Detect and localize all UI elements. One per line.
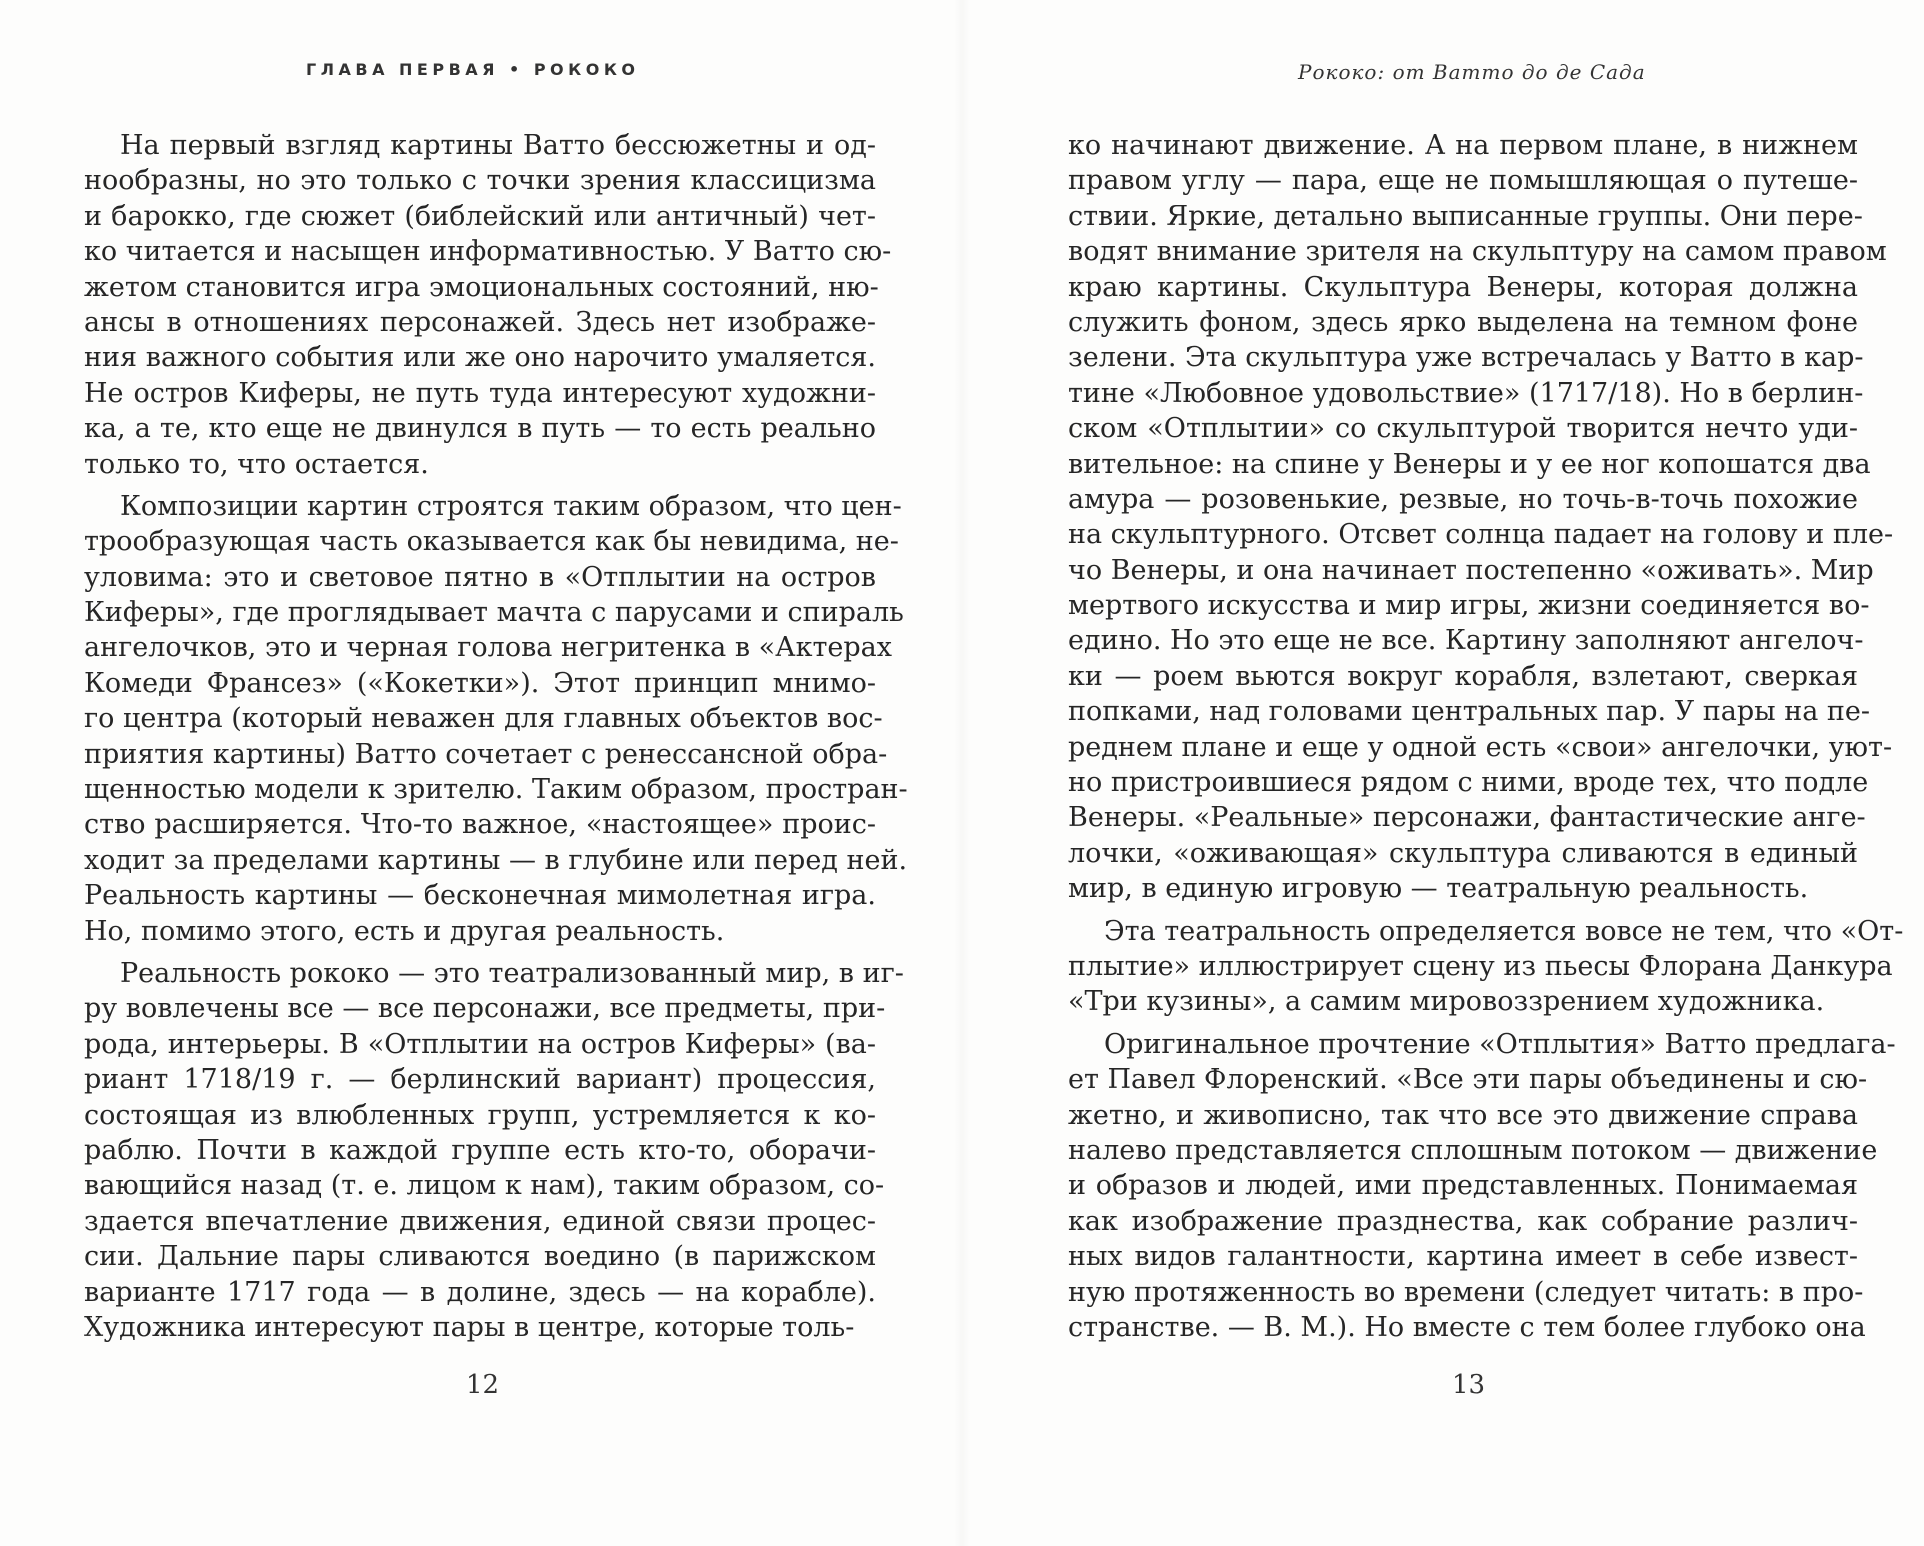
text-line: ки — роем вьются вокруг корабля, взлетают, сверкая (1068, 660, 1858, 692)
text-line: Эта театральность определяется вовсе не тем, что «От- (1104, 915, 1904, 947)
paragraph-gap (84, 949, 876, 956)
text-line: «Три кузины», а самим мировоззрением художника. (1068, 986, 1825, 1018)
running-head-right: Рококо: от Ватто до де Сада (1298, 60, 1646, 84)
text-line: краю картины. Скульптура Венеры, которая должна (1068, 271, 1858, 303)
paragraph-gap (1068, 907, 1858, 914)
page-number-right: 13 (1452, 1370, 1486, 1400)
text-line: тине «Любовное удовольствие» (1717/18). Но в берлин- (1068, 377, 1864, 409)
text-line: попками, над головами центральных пар. У пары на пе- (1068, 696, 1871, 728)
text-line: ет Павел Флоренский. «Все эти пары объединены и сю- (1068, 1064, 1868, 1096)
text-line: лочки, «оживающая» скульптура сливаются в единый (1068, 837, 1858, 869)
text-line: как изображение празднества, как собрание различ- (1068, 1205, 1858, 1237)
running-head-left: ГЛАВА ПЕРВАЯ • РОКОКО (306, 60, 640, 79)
paragraph (1068, 914, 1904, 1020)
text-line: и барокко, где сюжет (библейский или античный) чет- (84, 200, 876, 232)
text-line: ходит за пределами картины — в глубине или перед ней. (84, 844, 908, 876)
text-line: жетом становится игра эмоциональных состояний, ню- (84, 271, 879, 303)
text-line: ко начинают движение. А на первом плане, в нижнем (1068, 130, 1858, 161)
text-line: Оригинальное прочтение «Отплытия» Ватто предлага- (1104, 1028, 1896, 1060)
text-line: трообразующая часть оказывается как бы невидима, не- (84, 526, 899, 558)
text-line: приятия картины) Ватто сочетает с ренессансной обра- (84, 738, 888, 770)
text-line: ствии. Яркие, детально выписанные группы. Они пере- (1068, 200, 1863, 232)
text-line: правом углу — пара, еще не помышляющая о путеше- (1068, 165, 1858, 197)
text-line: ансы в отношениях персонажей. Здесь нет изображе- (84, 306, 876, 338)
text-line: амура — розовенькие, резвые, но точь-в-точь похожие (1068, 483, 1858, 515)
paragraph (84, 128, 892, 482)
text-line: реднем плане и еще у одной есть «свои» ангелочки, уют- (1068, 731, 1893, 763)
text-line: Киферы», где проглядывает мачта с парусами и спираль (84, 597, 904, 629)
text-line: ство расширяется. Что-то важное, «настоящее» проис- (84, 809, 876, 841)
text-line: Венеры. «Реальные» персонажи, фантастические анге- (1068, 802, 1866, 834)
text-line: Но, помимо этого, есть и другая реальность. (84, 915, 725, 947)
text-line: Реальность картины — бесконечная мимолетная игра. (84, 880, 876, 912)
text-line: едино. Но это еще не все. Картину заполняют ангелоч- (1068, 625, 1864, 657)
text-line: мертвого искусства и мир игры, жизни соединяется во- (1068, 590, 1870, 622)
text-line: Комеди Франсез» («Кокетки»). Этот принцип мнимо- (84, 667, 876, 699)
text-line: ру вовлечены все — все персонажи, все предметы, при- (84, 993, 886, 1025)
text-line: и образов и людей, ими представленных. Понимаемая (1068, 1170, 1858, 1202)
text-line: ко читается и насыщен информативностью. У Ватто сю- (84, 236, 892, 268)
text-line: ка, а те, кто еще не двинулся в путь — то есть реально (84, 413, 876, 445)
text-line: странстве. — В. М.). Но вместе с тем более глубоко она (1068, 1311, 1866, 1343)
paragraph (84, 489, 908, 949)
text-line: только то, что остается. (84, 448, 429, 480)
text-line: вительное: на спине у Венеры и у ее ног копошатся два (1068, 448, 1871, 480)
text-line: варианте 1717 года — в долине, здесь — на корабле). (84, 1276, 876, 1308)
text-line: здается впечатление движения, единой связи процес- (84, 1205, 876, 1237)
text-line: но пристроившиеся рядом с ними, вроде тех, что подле (1068, 767, 1869, 799)
text-line: ния важного события или же оно нарочито умаляется. (84, 342, 876, 374)
text-line: мир, в единую игровую — театральную реальность. (1068, 873, 1809, 905)
text-line: щенностью модели к зрителю. Таким образом, простран- (84, 774, 908, 806)
text-line: раблю. Почти в каждой группе есть кто-то, оборачи- (84, 1134, 876, 1166)
text-line: Не остров Киферы, не путь туда интересуют художни- (84, 377, 876, 409)
text-line: состоящая из влюбленных групп, устремляется к ко- (84, 1099, 876, 1131)
right-text-block (1068, 128, 1904, 1345)
text-line: ском «Отплытии» со скульптурой творится нечто уди- (1068, 413, 1858, 445)
text-line: плытие» иллюстрирует сцену из пьесы Флорана Данкура (1068, 950, 1893, 982)
paragraph-gap (1068, 1020, 1858, 1027)
text-line: на скульптурного. Отсвет солнца падает на голову и пле- (1068, 519, 1894, 551)
paragraph (84, 956, 904, 1345)
right-page (962, 0, 1924, 1546)
text-line: Композиции картин строятся таким образом, что цен- (120, 490, 902, 522)
text-line: На первый взгляд картины Ватто бессюжетны и од- (120, 130, 876, 161)
text-line: риант 1718/19 г. — берлинский вариант) процессия, (84, 1064, 876, 1096)
text-line: сии. Дальние пары сливаются воедино (в парижском (84, 1241, 876, 1273)
text-line: нообразны, но это только с точки зрения классицизма (84, 165, 876, 197)
paragraph (1068, 128, 1894, 907)
text-line: ных видов галантности, картина имеет в себе извест- (1068, 1241, 1858, 1273)
text-line: служить фоном, здесь ярко выделена на темном фоне (1068, 306, 1858, 338)
paragraph (1068, 1027, 1896, 1346)
text-line: жетно, и живописно, так что все это движение справа (1068, 1099, 1858, 1131)
text-line: го центра (который неважен для главных объектов вос- (84, 703, 883, 735)
text-line: уловима: это и световое пятно в «Отплытии на остров (84, 561, 876, 593)
text-line: налево представляется сплошным потоком — движение (1068, 1134, 1878, 1166)
page-number-left: 12 (466, 1370, 500, 1400)
paragraph-gap (84, 482, 876, 489)
left-text-block (84, 128, 908, 1345)
text-line: рода, интерьеры. В «Отплытии на остров Киферы» (ва- (84, 1028, 876, 1060)
text-line: Реальность рококо — это театрализованный мир, в иг- (120, 957, 904, 989)
text-line: ную протяженность во времени (следует читать: в про- (1068, 1276, 1864, 1308)
text-line: ангелочков, это и черная голова негритенка в «Актерах (84, 632, 892, 664)
text-line: вающийся назад (т. е. лицом к нам), таким образом, со- (84, 1170, 885, 1202)
text-line: водят внимание зрителя на скульптуру на самом правом (1068, 236, 1887, 268)
text-line: Художника интересуют пары в центре, которые толь- (84, 1311, 855, 1343)
text-line: чо Венеры, и она начинает постепенно «оживать». Мир (1068, 554, 1874, 586)
text-line: зелени. Эта скульптура уже встречалась у Ватто в кар- (1068, 342, 1864, 374)
